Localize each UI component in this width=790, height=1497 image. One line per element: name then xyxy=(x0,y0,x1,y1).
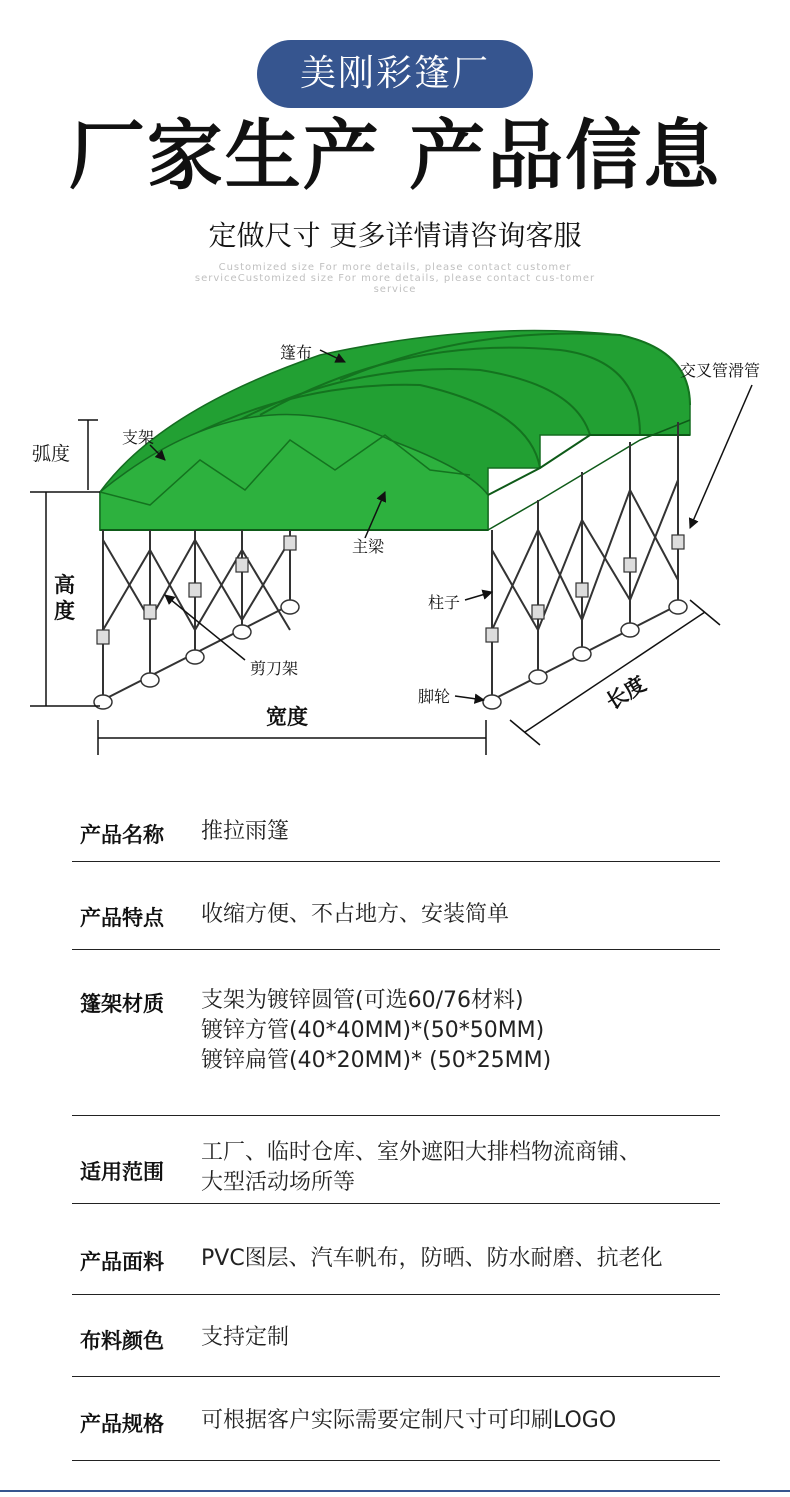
spec-value xyxy=(201,817,289,847)
label-width: 宽度 xyxy=(266,705,308,729)
label-main-beam: 主梁 xyxy=(352,537,385,556)
spec-row xyxy=(72,1204,720,1295)
spec-label: 篷架材质 xyxy=(80,992,164,1016)
spec-value-line: 推拉雨篷 xyxy=(201,819,290,844)
spec-value xyxy=(201,1406,616,1436)
spec-label: 产品规格 xyxy=(80,1412,164,1436)
spec-value xyxy=(201,900,509,930)
spec-value-line: 可根据客户实际需要定制尺寸可印刷LOGO xyxy=(201,1408,617,1433)
spec-value-line: 收缩方便、不占地方、安装简单 xyxy=(201,902,510,927)
brand-badge: 美刚彩篷厂 xyxy=(257,40,533,108)
spec-row xyxy=(72,862,720,950)
bottom-divider xyxy=(0,1490,790,1492)
spec-value xyxy=(201,1323,289,1353)
page-title: 厂家生产 产品信息 xyxy=(68,111,722,200)
spec-label: 适用范围 xyxy=(80,1160,164,1184)
label-support: 支架 xyxy=(122,428,155,447)
spec-value-line: 镀锌方管(40*40MM)*(50*50MM) xyxy=(201,1018,545,1043)
spec-label: 产品面料 xyxy=(80,1250,164,1274)
label-cross-pipe: 交叉管滑管 xyxy=(680,361,761,380)
spec-value-line: PVC图层、汽车帆布，防晒、防水耐磨、抗老化 xyxy=(201,1246,663,1271)
spec-row xyxy=(72,795,720,862)
label-scissor-frame: 剪刀架 xyxy=(250,659,299,678)
spec-label: 产品特点 xyxy=(80,906,164,930)
page-subtitle: 定做尺寸 更多详情请咨询客服 xyxy=(208,219,582,252)
spec-table xyxy=(72,795,720,1461)
label-canopy-cloth: 篷布 xyxy=(280,343,313,362)
label-arc: 弧度 xyxy=(32,443,71,465)
label-height xyxy=(54,573,75,623)
spec-row xyxy=(72,1295,720,1377)
spec-label: 布料颜色 xyxy=(80,1329,164,1353)
spec-label: 产品名称 xyxy=(80,823,164,847)
page-subtitle-english: Customized size For more details, please contact customer serviceCustomized size For more details, please contact cus-tomer service xyxy=(194,262,596,295)
spec-value-line: 镀锌扁管(40*20MM)* (50*25MM) xyxy=(201,1048,552,1073)
spec-value-line: 支架为镀锌圆管(可选60/76材料) xyxy=(201,988,524,1013)
label-caster: 脚轮 xyxy=(418,687,451,706)
label-height-text: 高 xyxy=(54,573,75,597)
spec-value-line: 支持定制 xyxy=(201,1325,290,1350)
spec-value xyxy=(201,1138,641,1198)
spec-row xyxy=(72,1116,720,1204)
spec-value-line: 工厂、临时仓库、室外遮阳大排档物流商铺、 xyxy=(201,1140,642,1165)
label-length: 长度 xyxy=(601,671,651,715)
spec-value-line: 大型活动场所等 xyxy=(201,1170,356,1195)
label-column: 柱子 xyxy=(428,593,461,612)
spec-row xyxy=(72,950,720,1116)
spec-value xyxy=(201,1244,663,1274)
spec-row xyxy=(72,1377,720,1461)
label-height-text-2: 度 xyxy=(54,599,75,623)
canopy-diagram xyxy=(0,300,790,770)
spec-value xyxy=(201,986,551,1076)
